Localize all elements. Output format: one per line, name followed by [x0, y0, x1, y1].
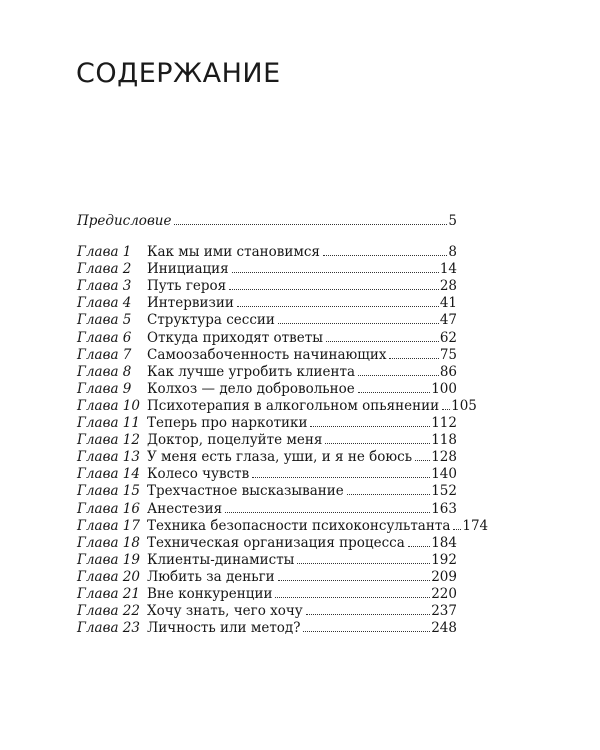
chapter-page-number: 47: [439, 312, 457, 329]
chapter-title: Откуда приходят ответы: [147, 329, 323, 346]
toc-chapter-row: [77, 330, 457, 347]
dot-leader: [326, 341, 439, 342]
dot-leader: [229, 289, 439, 290]
dot-leader: [442, 409, 450, 410]
toc-chapter-row: [77, 381, 457, 398]
chapter-title: Техника безопасности психоконсультанта: [147, 517, 451, 534]
chapter-title: Доктор, поцелуйте меня: [147, 432, 323, 449]
toc-chapter-row: [77, 569, 457, 586]
toc-chapter-row: [77, 364, 457, 381]
dot-leader: [389, 358, 438, 359]
toc-chapter-row: [77, 261, 457, 278]
chapter-label: Глава 20: [77, 568, 140, 585]
chapter-label: Глава 11: [77, 415, 140, 431]
chapter-page-number: 220: [431, 586, 457, 602]
chapter-label: Глава 7: [77, 346, 132, 363]
dot-leader: [323, 255, 447, 256]
chapter-label: Глава 19: [77, 551, 140, 568]
toc-chapter-row: [77, 432, 457, 449]
chapter-title: Анестезия: [147, 500, 223, 517]
chapter-page-number: 100: [431, 380, 457, 397]
toc-chapter-row: [77, 295, 457, 312]
chapter-page-number: 128: [431, 449, 457, 466]
dot-leader: [347, 494, 430, 495]
chapter-page-number: 14: [439, 261, 457, 278]
chapter-label: Глава 22: [77, 603, 140, 620]
chapter-page-number: 192: [431, 551, 457, 568]
chapter-page-number: 237: [431, 603, 457, 620]
toc-chapter-row: [77, 466, 457, 483]
chapter-label: Глава 14: [77, 466, 140, 483]
chapter-label: Глава 6: [77, 329, 132, 346]
chapter-title: Клиенты-динамисты: [147, 551, 295, 568]
chapter-title: Интервизии: [147, 295, 234, 312]
chapter-title: Колхоз — дело добровольное: [147, 380, 355, 397]
chapter-title: Инициация: [147, 261, 229, 278]
chapter-label: Глава 13: [77, 449, 140, 466]
chapter-page-number: 152: [431, 483, 457, 500]
chapter-page-number: 248: [431, 620, 457, 637]
chapter-page-number: 8: [448, 244, 457, 260]
toc-chapter-row: [77, 347, 457, 364]
chapter-label: Глава 12: [77, 432, 140, 449]
chapter-label: Глава 9: [77, 380, 132, 397]
toc-chapter-row: [77, 244, 457, 261]
preface-page-number: 5: [448, 213, 457, 229]
toc-preface-row: [77, 213, 457, 230]
chapter-page-number: 75: [439, 346, 457, 363]
dot-leader: [408, 546, 430, 547]
toc-chapter-row: [77, 483, 457, 500]
toc-chapter-row: [77, 501, 457, 518]
chapter-page-number: 209: [431, 568, 457, 585]
chapter-label: Глава 21: [77, 586, 140, 602]
dot-leader: [297, 563, 430, 564]
chapter-label: Глава 17: [77, 517, 140, 534]
preface-label: Предисловие: [77, 213, 172, 229]
chapter-title: Теперь про наркотики: [147, 415, 308, 431]
toc-chapter-row: [77, 517, 489, 535]
toc-chapter-row: [77, 278, 457, 295]
toc-chapter-row: [77, 312, 457, 329]
chapter-title: Структура сессии: [147, 312, 275, 329]
chapter-title: Путь героя: [147, 278, 227, 295]
chapter-page-number: 118: [431, 432, 457, 449]
chapter-page-number: 184: [431, 534, 457, 551]
dot-leader: [325, 443, 430, 444]
dot-leader: [225, 512, 430, 513]
chapter-label: Глава 16: [77, 500, 140, 517]
dot-leader: [278, 323, 439, 324]
chapter-label: Глава 4: [77, 295, 132, 312]
chapter-page-number: 28: [439, 278, 457, 295]
chapter-title: Техническая организация процесса: [147, 534, 405, 551]
chapter-label: Глава 8: [77, 363, 132, 380]
chapter-label: Глава 1: [77, 244, 132, 260]
toc-chapter-row: [77, 552, 457, 569]
chapter-page-number: 105: [451, 397, 477, 414]
chapter-title: Вне конкуренции: [147, 586, 273, 602]
dot-leader: [358, 375, 439, 376]
toc-chapter-row: [77, 397, 477, 415]
dot-leader: [415, 460, 430, 461]
toc-chapter-row: [77, 449, 457, 466]
chapter-title: Самоозабоченность начинающих: [147, 346, 387, 363]
toc-chapter-row: [77, 603, 457, 620]
chapter-label: Глава 3: [77, 278, 132, 295]
dot-leader: [310, 426, 430, 427]
chapter-label: Глава 5: [77, 312, 132, 329]
chapter-label: Глава 18: [77, 534, 140, 551]
dot-leader: [278, 580, 431, 581]
chapter-page-number: 62: [439, 329, 457, 346]
dot-leader: [453, 529, 461, 530]
toc-chapter-row: [77, 415, 457, 432]
chapter-page-number: 86: [439, 363, 457, 380]
chapter-title: Психотерапия в алкогольном опьянении: [147, 397, 440, 414]
toc-chapter-row: [77, 535, 457, 552]
toc-chapter-row: [77, 620, 457, 637]
chapter-title: Любить за деньги: [147, 568, 275, 585]
dot-leader: [358, 392, 430, 393]
chapter-label: Глава 15: [77, 483, 140, 500]
chapter-page-number: 112: [431, 415, 457, 431]
chapter-title: Как мы ими становимся: [147, 244, 320, 260]
dot-leader: [303, 631, 430, 632]
dot-leader: [306, 614, 430, 615]
chapter-page-number: 41: [439, 295, 457, 312]
dot-leader: [275, 597, 430, 598]
chapter-page-number: 163: [431, 500, 457, 517]
dot-leader: [174, 224, 447, 225]
chapter-title: Личность или метод?: [147, 620, 301, 637]
chapter-title: Трехчастное высказывание: [147, 483, 344, 500]
chapter-title: У меня есть глаза, уши, и я не боюсь: [147, 449, 413, 466]
page-title: СОДЕРЖАНИЕ: [76, 58, 281, 89]
chapter-page-number: 140: [431, 466, 457, 483]
toc-chapter-row: [77, 586, 457, 603]
chapter-label: Глава 23: [77, 620, 140, 637]
chapter-title: Как лучше угробить клиента: [147, 363, 356, 380]
chapter-page-number: 174: [462, 517, 489, 534]
dot-leader: [237, 306, 439, 307]
chapter-label: Глава 10: [77, 397, 140, 414]
chapter-title: Колесо чувств: [147, 466, 250, 483]
dot-leader: [252, 477, 430, 478]
chapter-title: Хочу знать, чего хочу: [147, 603, 303, 620]
chapter-label: Глава 2: [77, 261, 132, 278]
dot-leader: [232, 272, 439, 273]
